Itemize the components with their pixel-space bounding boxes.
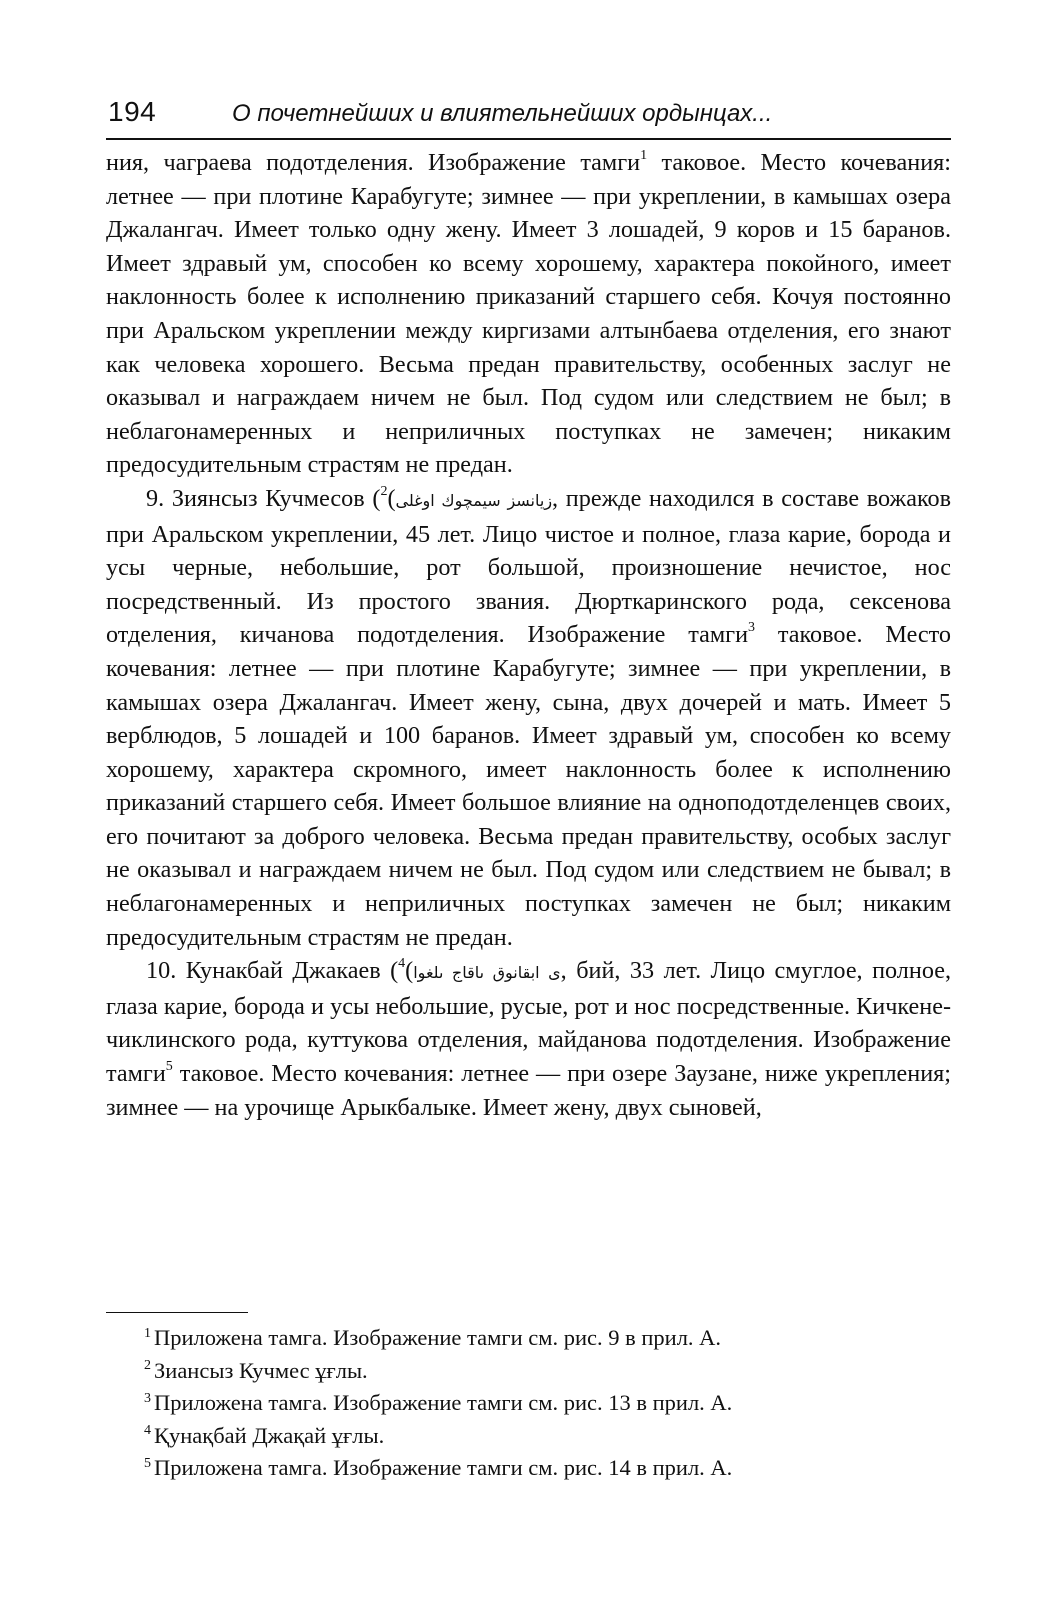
paragraph-text: ) [405, 957, 414, 985]
footnote-text: Қунақбай Джақай ұғлы. [154, 1422, 385, 1448]
footnote-mark: 4 [144, 1423, 151, 1438]
paragraph-entry-9 [106, 482, 951, 954]
page-header [106, 96, 951, 140]
paragraph-text: ния, чаграева подотделения. Изображение тамги [106, 149, 641, 176]
paragraph-text: таковое. Место кочевания: летнее — при плотине Карабугуте; зимнее — при укреплении, в камышах озера Джалангач. Имеет только одну жену. Имеет 3 лошадей, 9 коров и 15 баранов. Имеет здравый ум, способен ко всему хорошему, характера покойного, имеет наклонность более к исполнению приказаний старшего себя. Кочуя постоянно при Аральском укреплении между киргизами алтынбаева отделения, его знают как человека хорошего. Весьма предан правительству, особенных заслуг не оказывал и награждаем ничем не был. Под судом или следствием не был; в неблагонамеренных и неприличных поступках не замечен; никаким предосудительным страстям не предан. [106, 149, 951, 479]
paragraph-text: ) [387, 484, 396, 512]
footnote-3 [144, 1387, 944, 1420]
footnote-text: Зиансыз Кучмес ұғлы. [154, 1357, 368, 1383]
paragraph-text: , бий, 33 лет. Лицо смуглое, полное, глаза карие, борода и усы небольшие, русые, рот и нос посредственные. Кичкене-чиклинского рода, куттукова отделения, майданова подотделения. Изображение тамги [106, 957, 951, 1088]
book-page [106, 96, 951, 1124]
footnote-mark: 3 [144, 1390, 151, 1406]
paragraph-text: 9. Зиянсыз Кучмесов ( [146, 484, 381, 512]
footnote-text: Приложена тамга. Изображение тамги см. рис. 13 в прил. А. [154, 1390, 733, 1415]
footnote-4 [144, 1420, 944, 1453]
paragraph-text: таковое. Место кочевания: летнее — при озере Заузане, ниже укрепления; зимнее — на урочище Арыкбалыке. Имеет жену, двух сыновей, [106, 1060, 951, 1121]
paragraph-text: таковое. Место кочевания: летнее — при плотине Карабугуте; зимнее — при укреплении, в камышах озера Джалангач. Имеет жену, сына, двух дочерей и мать. Имеет 5 верблюдов, 5 лошадей и 100 баранов. Имеет здравый ум, способен ко всему хорошему, характера скромного, имеет наклонность более к исполнению приказаний старшего себя. Имеет большое влияние на одноподотделенцев своих, его почитают за доброго человека. Весьма предан правительству, особых заслуг не оказывал и награждаем ничем не был. Под судом или следствием не бывал; в неблагонамеренных и неприличных поступках замечен не был; никаким предосудительным страстям не предан. [106, 621, 951, 951]
footnote-1 [144, 1322, 944, 1355]
footnote-ref: 1 [640, 147, 648, 163]
footnote-divider [106, 1312, 248, 1313]
footnote-ref: 4 [398, 956, 406, 972]
arabic-name: ى ابقانوق ىاقاج ىلغوا [413, 963, 561, 983]
footnotes [144, 1322, 944, 1485]
footnote-text: Приложена тамга. Изображение тамги см. рис. 9 в прил. А. [154, 1325, 722, 1350]
paragraph-text: 10. Кунакбай Джакаев ( [146, 957, 399, 985]
footnote-text: Приложена тамга. Изображение тамги см. рис. 14 в прил. А. [154, 1455, 733, 1480]
paragraph-entry-10 [106, 954, 951, 1124]
paragraph-continuation [106, 146, 951, 482]
running-title: О почетнейших и влиятельнейших ордынцах... [232, 100, 773, 127]
paragraph-text: , прежде находился в составе вожаков при Аральском укреплении, 45 лет. Лицо чистое и полное, глаза карие, борода и усы черные, небольшие, рот большой, произношение нечистое, нос посредственный. Из простого звания. Дюрткаринского рода, сексенова отделения, кичанова подотделения. Изображение тамги [106, 484, 951, 649]
footnote-ref: 3 [748, 620, 756, 636]
footnote-mark: 1 [144, 1325, 151, 1341]
arabic-name: زيانسز سيمچوك اوغلى [395, 490, 553, 510]
page-number: 194 [108, 96, 157, 127]
body-text [106, 146, 951, 1124]
footnote-ref: 5 [165, 1058, 173, 1074]
footnote-mark: 5 [144, 1455, 151, 1471]
footnote-2 [144, 1355, 944, 1388]
footnote-mark: 2 [144, 1358, 151, 1373]
footnote-ref: 2 [380, 483, 388, 499]
footnote-5 [144, 1452, 944, 1485]
